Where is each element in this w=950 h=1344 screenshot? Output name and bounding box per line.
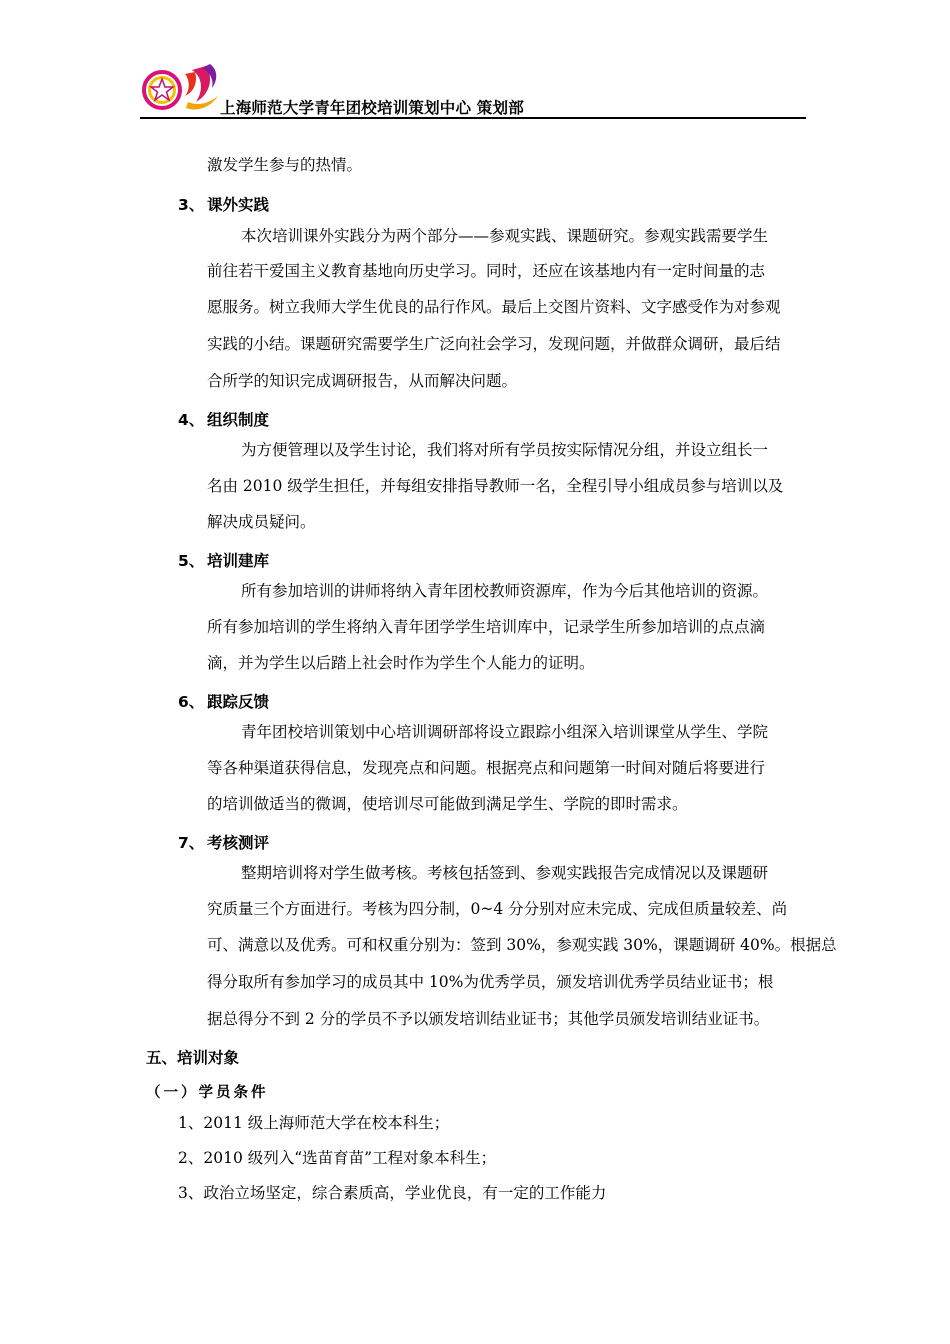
paragraph-line: 青年团校培训策划中心培训调研部将设立跟踪小组深入培训课堂从学生、学院: [241, 723, 769, 741]
section-6-heading: [178, 690, 269, 712]
section-3-number: 3、: [178, 196, 205, 214]
part-5-heading: 五、培训对象: [146, 1049, 240, 1067]
paragraph-line: 所有参加培训的学生将纳入青年团学学生培训库中，记录学生所参加培训的点点滴: [207, 618, 766, 636]
paragraph-line: 的培训做适当的微调，使培训尽可能做到满足学生、学院的即时需求。: [207, 795, 688, 813]
page-header: [140, 62, 806, 118]
paragraph-line: 前往若干爱国主义教育基地向历史学习。同时，还应在该基地内有一定时间量的志: [207, 262, 766, 280]
paragraph-line: 本次培训课外实践分为两个部分——参观实践、课题研究。参观实践需要学生: [241, 227, 769, 245]
section-7-heading: [178, 831, 269, 853]
paragraph-line: 所有参加培训的讲师将纳入青年团校教师资源库，作为今后其他培训的资源。: [241, 582, 769, 600]
paragraph-line: 整期培训将对学生做考核。考核包括签到、参观实践报告完成情况以及课题研: [241, 864, 769, 882]
section-4-title: 组织制度: [207, 411, 270, 429]
paragraph-line: 愿服务。树立我师大学生优良的品行作风。最后上交图片资料、文字感受作为对参观: [207, 298, 781, 316]
header-divider: [140, 117, 806, 119]
section-5-title: 培训建库: [207, 552, 270, 570]
paragraph-line: 实践的小结。课题研究需要学生广泛向社会学习，发现问题，并做群众调研，最后结: [207, 335, 781, 353]
paragraph-line: 解决成员疑问。: [207, 513, 316, 531]
paragraph-line: 究质量三个方面进行。考核为四分制，0~4 分分别对应未完成、完成但质量较差、尚: [207, 900, 788, 918]
section-7-title: 考核测评: [207, 834, 270, 852]
section-4-number: 4、: [178, 411, 205, 429]
list-item: 2、2010 级列入“选苗育苗”工程对象本科生；: [178, 1149, 497, 1167]
section-4-heading: [178, 408, 269, 430]
section-6-title: 跟踪反馈: [207, 693, 270, 711]
part-5-subheading: （一）学员条件: [146, 1085, 269, 1101]
paragraph-line: 合所学的知识完成调研报告，从而解决问题。: [207, 372, 518, 390]
intro-line: 激发学生参与的热情。: [207, 156, 363, 174]
section-7-number: 7、: [178, 834, 205, 852]
logo-icon: [140, 62, 226, 112]
list-item: 1、2011 级上海师范大学在校本科生；: [178, 1114, 450, 1132]
paragraph-line: 名由 2010 级学生担任，并每组安排指导教师一名，全程引导小组成员参与培训以及: [207, 477, 784, 495]
paragraph-line: 可、满意以及优秀。可和权重分别为：签到 30%，参观实践 30%，课题调研 40%。根据总: [207, 936, 837, 954]
paragraph-line: 据总得分不到 2 分的学员不予以颁发培训结业证书；其他学员颁发培训结业证书。: [207, 1010, 770, 1028]
list-item: 3、政治立场坚定，综合素质高，学业优良，有一定的工作能力: [178, 1184, 607, 1202]
section-3-title: 课外实践: [207, 196, 270, 214]
section-5-number: 5、: [178, 552, 205, 570]
header-title: 上海师范大学青年团校培训策划中心 策划部: [220, 99, 524, 117]
section-6-number: 6、: [178, 693, 205, 711]
section-5-heading: [178, 549, 269, 571]
paragraph-line: 滴，并为学生以后踏上社会时作为学生个人能力的证明。: [207, 654, 595, 672]
paragraph-line: 为方便管理以及学生讨论，我们将对所有学员按实际情况分组，并设立组长一: [241, 441, 769, 459]
paragraph-line: 等各种渠道获得信息，发现亮点和问题。根据亮点和问题第一时间对随后将要进行: [207, 759, 766, 777]
paragraph-line: 得分取所有参加学习的成员其中 10%为优秀学员，颁发培训优秀学员结业证书；根: [207, 973, 774, 991]
section-3-heading: [178, 193, 269, 215]
